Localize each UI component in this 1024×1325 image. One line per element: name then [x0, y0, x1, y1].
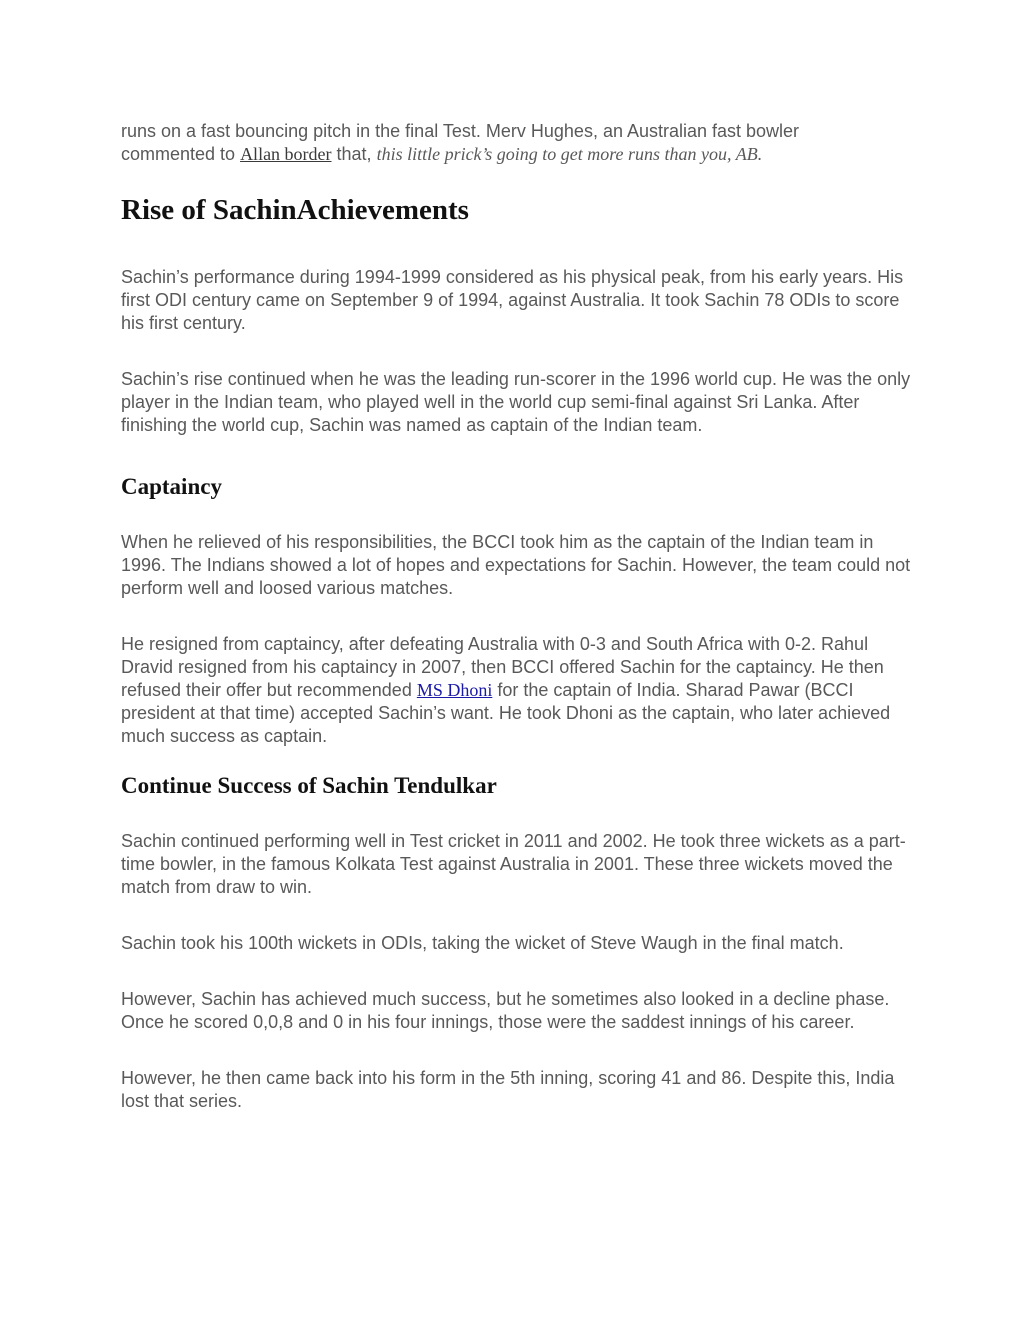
paragraph-success-2: Sachin took his 100th wickets in ODIs, taking the wicket of Steve Waugh in the final match. [121, 933, 844, 953]
intro-paragraph [121, 120, 911, 166]
heading-continue-success: Continue Success of Sachin Tendulkar [121, 773, 497, 798]
intro-quote: this little prick’s going to get more runs than you, AB. [376, 144, 763, 164]
document-page [121, 120, 911, 1113]
heading-captaincy: Captaincy [121, 474, 222, 499]
paragraph-captaincy-1: When he relieved of his responsibilities, the BCCI took him as the captain of the Indian team in 1996. The Indians showed a lot of hopes and expectations for Sachin. However, the team could not perform well and loosed various matches. [121, 532, 911, 598]
intro-line-1: runs on a fast bouncing pitch in the final Test. Merv Hughes, an Australian fast bowler [121, 121, 800, 141]
paragraph-rise-1: Sachin’s performance during 1994-1999 considered as his physical peak, from his early years. His first ODI century came on September 9 of 1994, against Australia. It took Sachin 78 ODIs to score his first century. [121, 267, 904, 333]
paragraph-rise-2: Sachin’s rise continued when he was the leading run-scorer in the 1996 world cup. He was the only player in the Indian team, who played well in the world cup semi-final against Sri Lanka. After finishing the world cup, Sachin was named as captain of the Indian team. [121, 369, 911, 435]
paragraph-success-4: However, he then came back into his form in the 5th inning, scoring 41 and 86. Despite this, India lost that series. [121, 1068, 895, 1111]
paragraph-captaincy-2 [121, 633, 911, 748]
captaincy-2-before: He resigned from captaincy, after defeating Australia with 0-3 and South Africa with 0-2. Rahul Dravid resigned from his captaincy in 2007, then BCCI offered Sachin for the captaincy. He then refused their offer but recommended [121, 634, 884, 700]
intro-middle: that, [331, 144, 377, 164]
paragraph-success-3: However, Sachin has achieved much success, but he sometimes also looked in a decline phase. Once he scored 0,0,8 and 0 in his four innings, those were the saddest innings of his career. [121, 989, 890, 1032]
allan-border-link[interactable]: Allan border [240, 144, 332, 164]
heading-rise-of-sachin: Rise of SachinAchievements [121, 194, 469, 226]
captaincy-2-after: for the captain of India. Sharad Pawar (BCCI president at that time) accepted Sachin’s want. He took Dhoni as the captain, who later achieved much success as captain. [121, 680, 891, 746]
paragraph-success-1: Sachin continued performing well in Test cricket in 2011 and 2002. He took three wickets as a part-time bowler, in the famous Kolkata Test against Australia in 2001. These three wickets moved the match from draw to win. [121, 831, 906, 897]
intro-prefix: commented to [121, 144, 241, 164]
ms-dhoni-link[interactable]: MS Dhoni [416, 680, 493, 700]
